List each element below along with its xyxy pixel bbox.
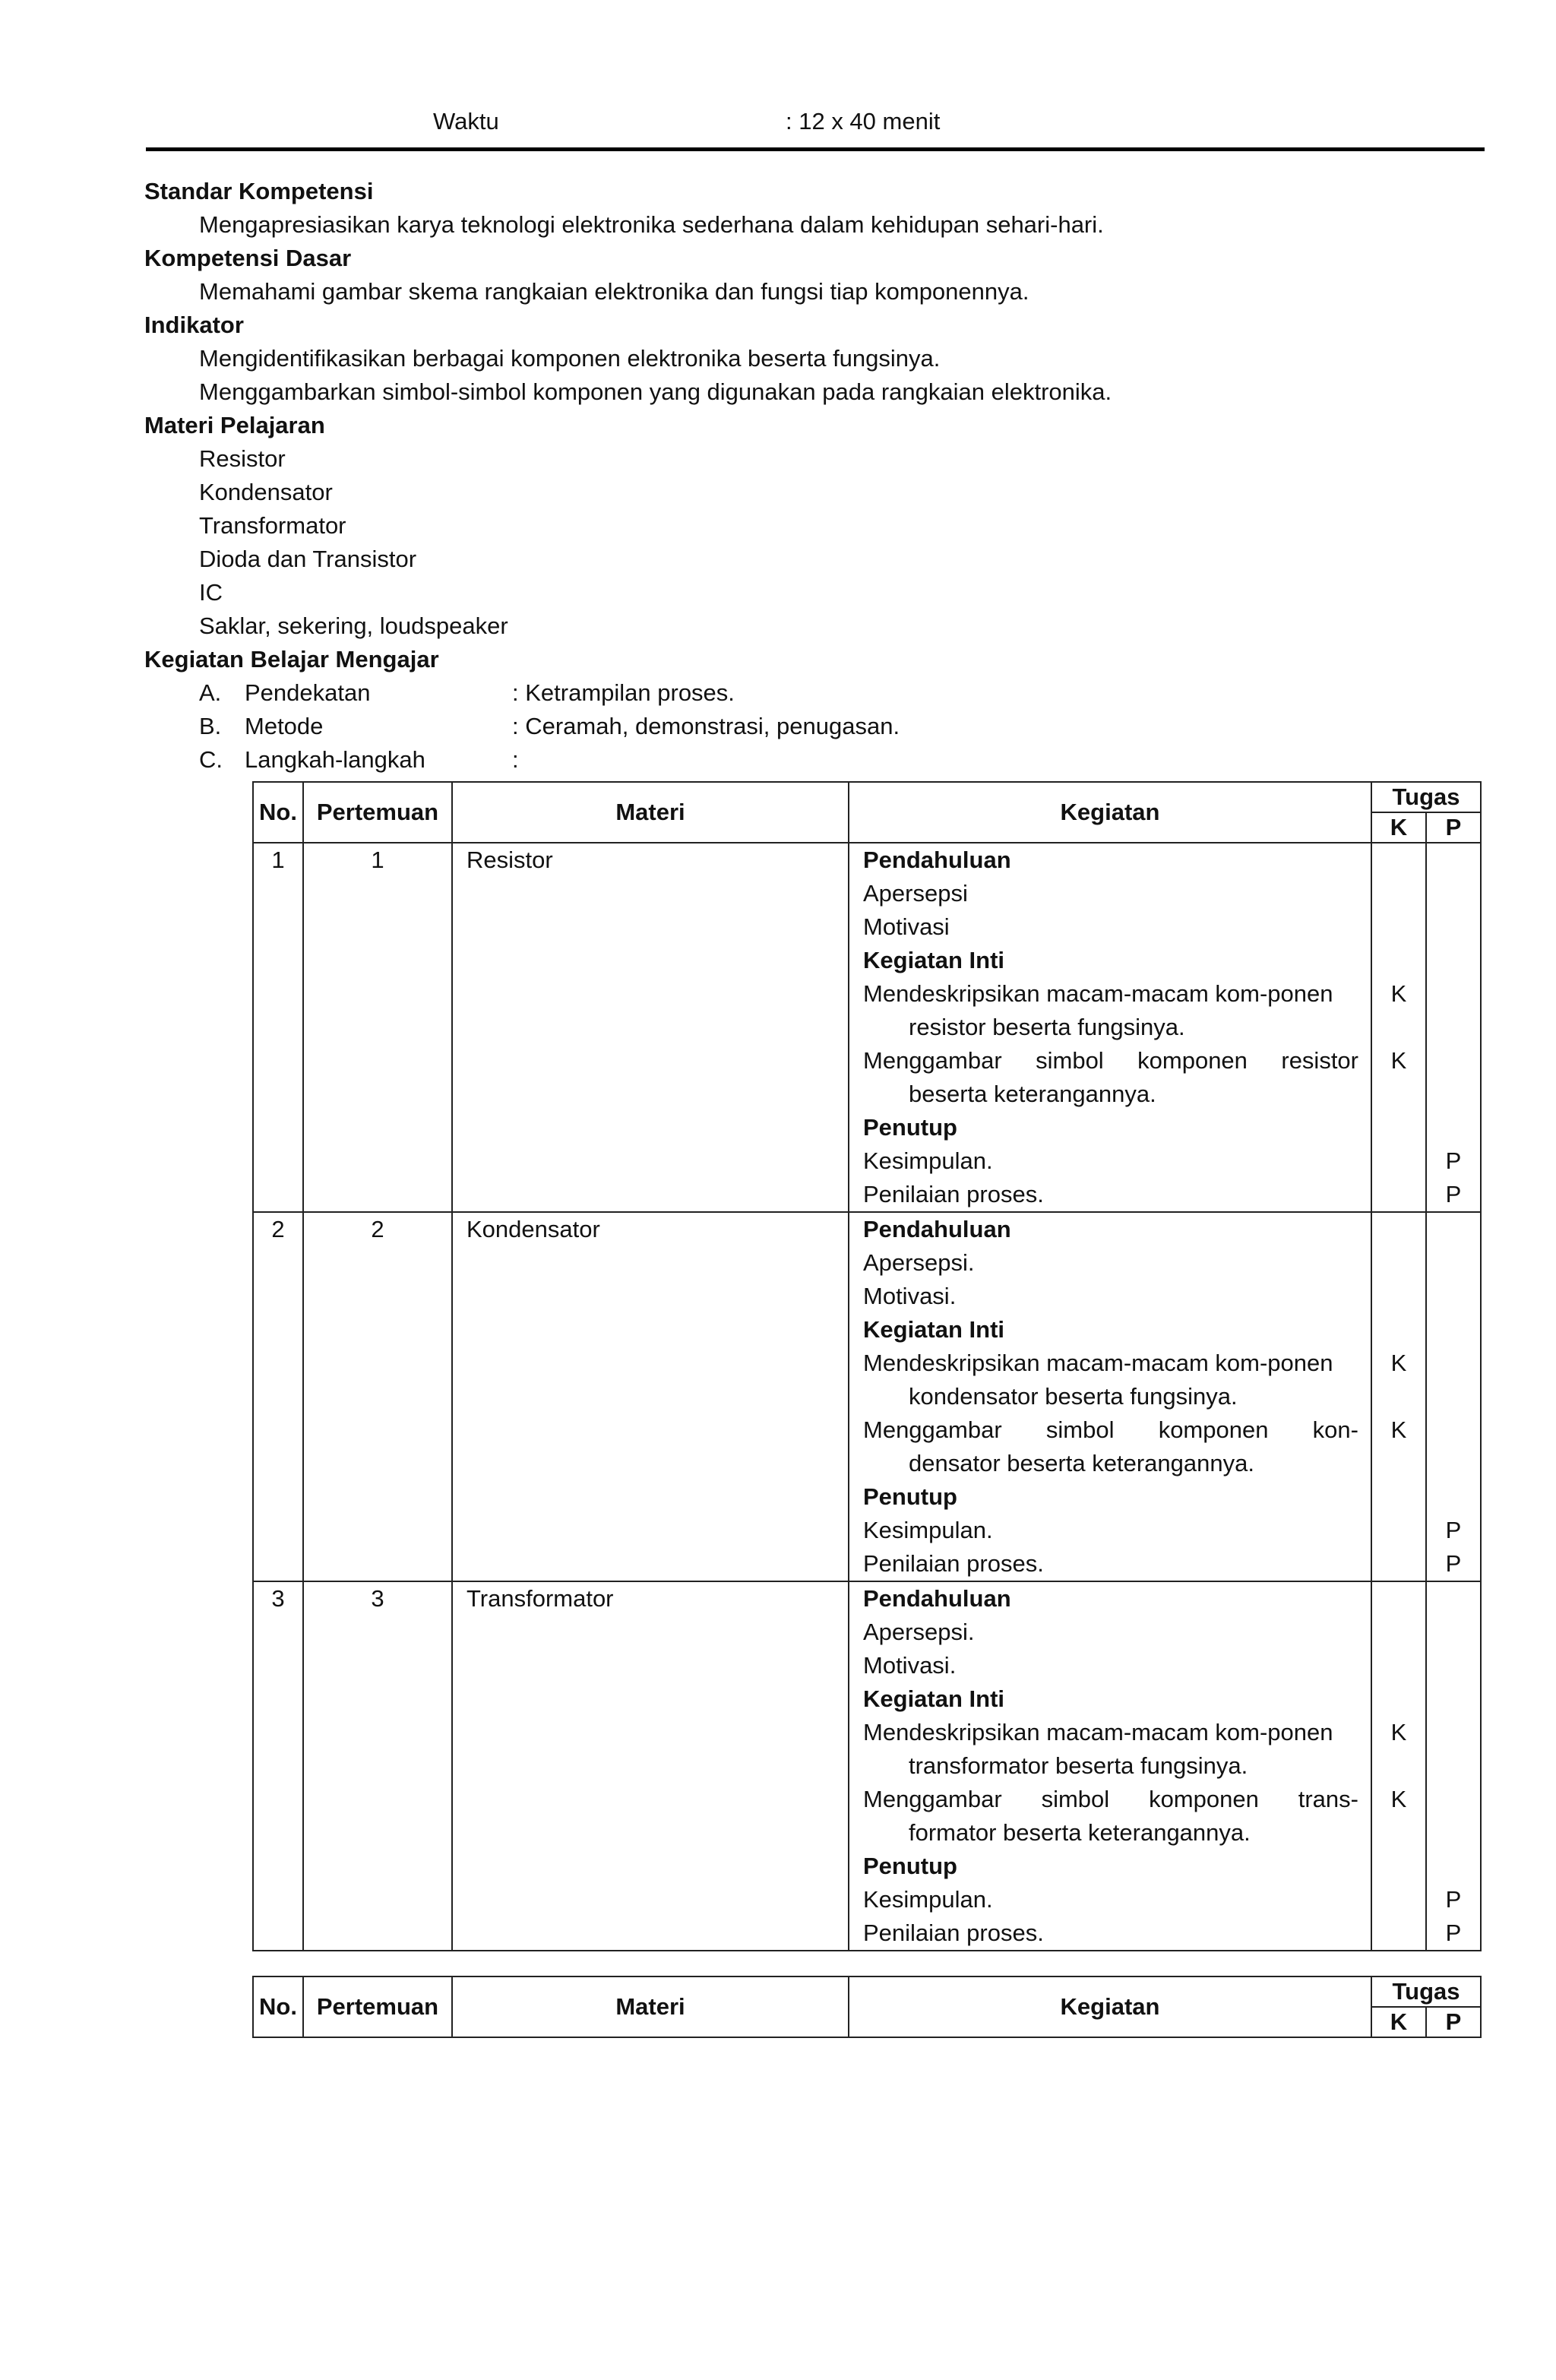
header-rule [146,147,1485,151]
tugas-k-mark [1372,1380,1425,1413]
header-tugas: Tugas [1371,1976,1481,2007]
materi-pelajaran-title: Materi Pelajaran [144,412,325,438]
table-row [253,843,1481,1212]
cell-pertemuan [303,1212,452,1581]
kegiatan-line: Menggambar simbol komponen resistor [863,1047,1358,1074]
materi-item: Resistor [199,445,286,472]
table-header-row [253,782,1481,812]
tugas-k-mark [1372,1011,1425,1044]
cell-no-text: 2 [271,1216,285,1242]
kegiatan-line: Kesimpulan. [863,1517,993,1543]
tugas-p-mark [1427,977,1480,1011]
tugas-p-mark [1427,910,1480,944]
cell-materi-text: Transformator [466,1585,614,1612]
tugas-p-mark [1427,1582,1480,1616]
tugas-p-mark [1427,1716,1480,1749]
step-value: : Ceramah, demonstrasi, penugasan. [512,713,900,739]
cell-no [253,843,303,1212]
tugas-k-mark [1372,1246,1425,1280]
tugas-p-mark [1427,1213,1480,1246]
cell-materi [452,1212,849,1581]
tugas-k-mark [1372,843,1425,877]
tugas-k-mark [1372,1547,1425,1581]
tugas-k-mark [1372,1649,1425,1682]
tugas-p-mark [1427,1649,1480,1682]
kegiatan-heading: Kegiatan Inti [863,1685,1005,1712]
cell-pertemuan-text: 1 [371,847,384,873]
tugas-k-mark [1372,1883,1425,1916]
tugas-p-mark: P [1445,1181,1462,1207]
header-kegiatan: Kegiatan [849,1976,1371,2037]
kegiatan-line: Penilaian proses. [863,1920,1044,1946]
kegiatan-heading: Kegiatan Inti [863,947,1005,973]
cell-tugas-p [1426,1212,1481,1581]
header-no: No. [253,782,303,843]
tugas-p-mark: P [1445,1147,1462,1174]
kegiatan-line: Apersepsi. [863,1619,975,1645]
tugas-k-mark: K [1390,1719,1407,1745]
cell-no [253,1581,303,1951]
tugas-k-mark [1372,1178,1425,1211]
indikator-item: Menggambarkan simbol-simbol komponen yang digunakan pada rangkaian elektronika. [199,378,1112,405]
step-mark: B. [199,713,222,739]
kbm-title: Kegiatan Belajar Mengajar [144,646,439,673]
step-label: Pendekatan [245,679,371,706]
tugas-p-mark: P [1445,1886,1462,1913]
kbm-step [144,743,1497,777]
step-label: Metode [245,713,324,739]
tugas-k-mark: K [1390,1047,1407,1074]
kegiatan-heading: Penutup [863,1114,957,1141]
tugas-p-mark [1427,1347,1480,1380]
kegiatan-line: Mendeskripsikan macam-macam kom-ponen [863,1719,1333,1745]
tugas-k-mark [1372,877,1425,910]
tugas-p-mark [1427,1447,1480,1480]
kegiatan-line: resistor beserta fungsinya. [909,1014,1185,1040]
tugas-p-mark [1427,1616,1480,1649]
step-mark: A. [199,679,222,706]
cell-kegiatan [849,1212,1371,1581]
tugas-p-mark [1427,1111,1480,1144]
header-tugas: Tugas [1371,782,1481,812]
cell-pertemuan-text: 3 [371,1585,384,1612]
tugas-k-mark [1372,1850,1425,1883]
lesson-plan-table [252,781,1482,1951]
kegiatan-heading: Kegiatan Inti [863,1316,1005,1343]
tugas-k-mark [1372,1616,1425,1649]
kegiatan-line: kondensator beserta fungsinya. [909,1383,1238,1410]
kegiatan-line: Penilaian proses. [863,1550,1044,1577]
kegiatan-line: Kesimpulan. [863,1147,993,1174]
materi-item: Transformator [199,512,346,539]
tugas-k-mark [1372,1213,1425,1246]
tugas-p-mark [1427,1313,1480,1347]
tugas-p-mark [1427,1480,1480,1514]
tugas-p-mark [1427,1816,1480,1850]
kegiatan-line: Apersepsi [863,880,968,907]
materi-item: Dioda dan Transistor [199,546,417,572]
tugas-k-mark [1372,1816,1425,1850]
sk-title: Standar Kompetensi [144,178,374,204]
tugas-k-mark [1372,1313,1425,1347]
cell-materi-text: Resistor [466,847,553,873]
tugas-p-mark: P [1445,1517,1462,1543]
kegiatan-heading: Penutup [863,1853,957,1879]
tugas-k-mark: K [1390,1350,1407,1376]
cell-pertemuan-text: 2 [371,1216,384,1242]
tugas-p-mark [1427,1078,1480,1111]
materi-item: Saklar, sekering, loudspeaker [199,612,508,639]
step-mark: C. [199,746,223,773]
tugas-k-mark: K [1390,1786,1407,1812]
kegiatan-line: Kesimpulan. [863,1886,993,1913]
materi-item: Kondensator [199,479,333,505]
kegiatan-line: beserta keterangannya. [909,1081,1156,1107]
tugas-k-mark [1372,1280,1425,1313]
header-kegiatan: Kegiatan [849,782,1371,843]
tugas-p-mark [1427,877,1480,910]
tugas-p-mark [1427,1044,1480,1078]
tugas-p-mark [1427,944,1480,977]
header-p: P [1426,2007,1481,2037]
cell-materi [452,843,849,1212]
cell-materi [452,1581,849,1951]
tugas-k-mark: K [1390,980,1407,1007]
waktu-value: : 12 x 40 menit [786,108,941,135]
cell-kegiatan [849,1581,1371,1951]
tugas-k-mark [1372,1514,1425,1547]
tugas-p-mark [1427,1280,1480,1313]
step-label: Langkah-langkah [245,746,425,773]
tugas-k-mark [1372,910,1425,944]
document-body [144,175,1497,777]
header-pertemuan: Pertemuan [303,1976,452,2037]
tugas-k-mark [1372,1447,1425,1480]
cell-tugas-k [1371,843,1426,1212]
tugas-p-mark [1427,843,1480,877]
tugas-p-mark [1427,1850,1480,1883]
tugas-k-mark [1372,1078,1425,1111]
cell-tugas-p [1426,1581,1481,1951]
tugas-k-mark [1372,1749,1425,1783]
kegiatan-line: Apersepsi. [863,1249,975,1276]
tugas-k-mark [1372,944,1425,977]
waktu-label: Waktu [433,108,499,135]
cell-no-text: 3 [271,1585,285,1612]
tugas-k-mark [1372,1144,1425,1178]
kegiatan-line: Penilaian proses. [863,1181,1044,1207]
kbm-step [144,676,1497,710]
tugas-p-mark [1427,1413,1480,1447]
table-header-row [253,1976,1481,2007]
tugas-p-mark [1427,1783,1480,1816]
header-k: K [1371,2007,1426,2037]
table-row [253,1212,1481,1581]
cell-no-text: 1 [271,847,285,873]
step-value: : [512,746,519,773]
cell-tugas-k [1371,1212,1426,1581]
tugas-p-mark [1427,1380,1480,1413]
table-row [253,1581,1481,1951]
sk-text: Mengapresiasikan karya teknologi elektronika sederhana dalam kehidupan sehari-hari. [199,211,1104,238]
header-p: P [1426,812,1481,843]
kegiatan-line: Menggambar simbol komponen kon- [863,1416,1358,1443]
kegiatan-line: Motivasi. [863,1652,957,1679]
tugas-p-mark [1427,1749,1480,1783]
tugas-p-mark [1427,1011,1480,1044]
kegiatan-heading: Penutup [863,1483,957,1510]
cell-pertemuan [303,843,452,1212]
kegiatan-heading: Pendahuluan [863,1585,1011,1612]
indikator-title: Indikator [144,312,244,338]
header-pertemuan: Pertemuan [303,782,452,843]
header-materi: Materi [452,782,849,843]
kegiatan-line: formator beserta keterangannya. [909,1819,1251,1846]
tugas-k-mark [1372,1480,1425,1514]
kegiatan-line: transformator beserta fungsinya. [909,1752,1248,1779]
kegiatan-heading: Pendahuluan [863,847,1011,873]
kegiatan-line: Motivasi [863,913,950,940]
kegiatan-line: densator beserta keterangannya. [909,1450,1254,1476]
cell-no [253,1212,303,1581]
kd-title: Kompetensi Dasar [144,245,352,271]
kegiatan-line: Mendeskripsikan macam-macam kom-ponen [863,1350,1333,1376]
tugas-k-mark [1372,1916,1425,1950]
tugas-p-mark: P [1445,1550,1462,1577]
cell-kegiatan [849,843,1371,1212]
cell-materi-text: Kondensator [466,1216,600,1242]
header-materi: Materi [452,1976,849,2037]
continuation-table [252,1976,1482,2038]
header-k: K [1371,812,1426,843]
tugas-p-mark: P [1445,1920,1462,1946]
materi-item: IC [199,579,223,606]
kegiatan-heading: Pendahuluan [863,1216,1011,1242]
tugas-k-mark: K [1390,1416,1407,1443]
kd-text: Memahami gambar skema rangkaian elektronika dan fungsi tiap komponennya. [199,278,1029,305]
tugas-p-mark [1427,1682,1480,1716]
tugas-p-mark [1427,1246,1480,1280]
indikator-item: Mengidentifikasikan berbagai komponen elektronika beserta fungsinya. [199,345,941,372]
kegiatan-line: Mendeskripsikan macam-macam kom-ponen [863,980,1333,1007]
tugas-k-mark [1372,1582,1425,1616]
step-value: : Ketrampilan proses. [512,679,735,706]
kbm-step [144,710,1497,743]
kegiatan-line: Motivasi. [863,1283,957,1309]
cell-tugas-k [1371,1581,1426,1951]
header-no: No. [253,1976,303,2037]
tugas-k-mark [1372,1111,1425,1144]
cell-tugas-p [1426,843,1481,1212]
cell-pertemuan [303,1581,452,1951]
kegiatan-line: Menggambar simbol komponen trans- [863,1786,1358,1812]
tugas-k-mark [1372,1682,1425,1716]
